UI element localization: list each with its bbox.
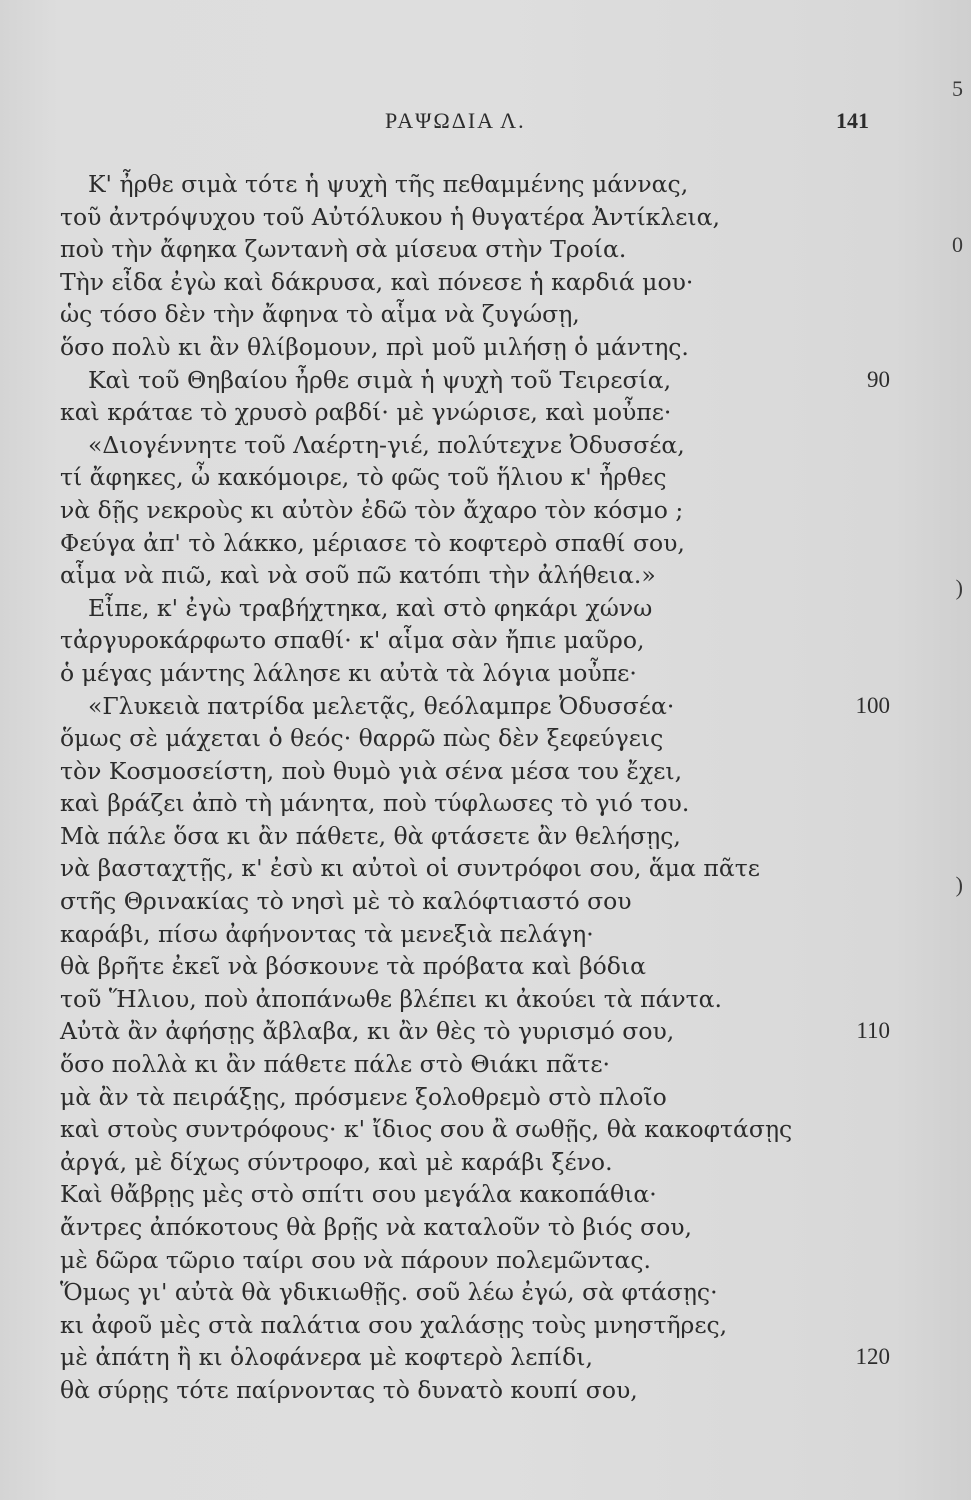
verse-line (60, 918, 890, 951)
line-number: 100 (855, 692, 890, 718)
verse-line-text: «Γλυκειὰ πατρίδα μελετᾷς, θεόλαμπρε Ὀδυσσέα· (88, 691, 675, 720)
verse-line-text: κι ἀφοῦ μὲς στὰ παλάτια σου χαλάσῃς τοὺς μνηστῆρες, (60, 1310, 728, 1339)
verse-line-text: τἀργυροκάρφωτο σπαθί· κ' αἷμα σὰν ἤπιε μαῦρο, (60, 626, 645, 655)
verse-line (60, 559, 890, 592)
verse-line-text: ὅσο πολὺ κι ἂν θλίβομουν, πρὶ μοῦ μιλήσῃ ὁ μάντης. (60, 332, 689, 361)
verse-line-text: Αὐτὰ ἂν ἀφήσῃς ἄβλαβα, κι ἂν θὲς τὸ γυρισμό σου, (60, 1017, 675, 1046)
verse-text (60, 168, 890, 1407)
verse-line-text: καὶ βράζει ἀπὸ τὴ μάνητα, ποὺ τύφλωσες τὸ γιό του. (60, 789, 690, 818)
verse-line-text: καὶ κράταε τὸ χρυσὸ ραβδί· μὲ γνώρισε, καὶ μοὖπε· (60, 398, 672, 427)
verse-line (60, 331, 890, 364)
verse-line (60, 461, 890, 494)
verse-line-text: τί ἄφηκες, ὦ κακόμοιρε, τὸ φῶς τοῦ ἥλιου κ' ἦρθες (60, 463, 667, 492)
verse-line (60, 657, 890, 690)
verse-line (60, 1113, 890, 1146)
verse-line-text: μὰ ἂν τὰ πειράξῃς, πρόσμενε ξολοθρεμὸ στὸ πλοῖο (60, 1082, 667, 1111)
verse-line (60, 364, 890, 397)
verse-line (60, 852, 890, 885)
gutter-mark: 5 (952, 76, 963, 101)
running-title: ΡΑΨΩΔΙΑ Λ. (385, 108, 526, 133)
verse-line-text: καὶ στοὺς συντρόφους· κ' ἴδιος σου ἂ σωθῇς, θὰ κακοφτάσῃς (60, 1115, 793, 1144)
verse-line-text: τὸν Κοσμοσείστη, ποὺ θυμὸ γιὰ σένα μέσα του ἔχει, (60, 756, 683, 785)
verse-line-text: θὰ σύρῃς τότε παίρνοντας τὸ δυνατὸ κουπί σου, (60, 1375, 638, 1404)
line-number: 120 (855, 1344, 890, 1370)
verse-line-text: ποὺ τὴν ἄφηκα ζωντανὴ σὰ μίσευα στὴν Τροία. (60, 235, 627, 264)
verse-line (60, 1244, 890, 1277)
verse-line-text: ὁ μέγας μάντης λάλησε κι αὐτὰ τὰ λόγια μοὖπε· (60, 658, 637, 687)
verse-line-text: νὰ δῇς νεκροὺς κι αὐτὸν ἐδῶ τὸν ἄχαρο τὸν κόσμο ; (60, 495, 684, 524)
line-number: 90 (867, 366, 890, 392)
verse-line-text: στῆς Θρινακίας τὸ νησὶ μὲ τὸ καλόφτιαστό σου (60, 887, 632, 916)
verse-line-text: Μὰ πάλε ὅσα κι ἂν πάθετε, θὰ φτάσετε ἂν θελήσῃς, (60, 821, 681, 850)
line-number: 110 (856, 1018, 890, 1044)
verse-line-text: ὡς τόσο δὲν τὴν ἄφηνα τὸ αἷμα νὰ ζυγώσῃ, (60, 300, 580, 329)
verse-line-text: Καὶ τοῦ Θηβαίου ἦρθε σιμὰ ἡ ψυχὴ τοῦ Τειρεσία, (88, 365, 672, 394)
verse-line (60, 233, 890, 266)
verse-line (60, 1081, 890, 1114)
verse-line-text: νὰ βασταχτῇς, κ' ἐσὺ κι αὐτοὶ οἱ συντρόφοι σου, ἅμα πᾶτε (60, 854, 760, 883)
verse-line-text: Καὶ θἄβρῃς μὲς στὸ σπίτι σου μεγάλα κακοπάθια· (60, 1180, 657, 1209)
verse-line-text: τοῦ ἀντρόψυχου τοῦ Αὐτόλυκου ἡ θυγατέρα Ἀντίκλεια, (60, 202, 720, 231)
verse-line (60, 396, 890, 429)
verse-line (60, 494, 890, 527)
verse-line (60, 201, 890, 234)
verse-line (60, 527, 890, 560)
verse-line-text: «Διογέννητε τοῦ Λαέρτη-γιέ, πολύτεχνε Ὀδυσσέα, (88, 430, 685, 459)
verse-line (60, 1015, 890, 1048)
verse-line (60, 950, 890, 983)
verse-line (60, 592, 890, 625)
verse-line (60, 1341, 890, 1374)
verse-line (60, 298, 890, 331)
verse-line-text: ἀργά, μὲ δίχως σύντροφο, καὶ μὲ καράβι ξένο. (60, 1147, 613, 1176)
verse-line-text: Εἶπε, κ' ἐγὼ τραβήχτηκα, καὶ στὸ φηκάρι χώνω (88, 593, 653, 622)
verse-line (60, 983, 890, 1016)
verse-line-text: Κ' ἦρθε σιμὰ τότε ἡ ψυχὴ τῆς πεθαμμένης μάννας, (88, 170, 689, 198)
verse-line (60, 429, 890, 462)
verse-line (60, 787, 890, 820)
verse-line (60, 885, 890, 918)
verse-line (60, 1146, 890, 1179)
verse-line (60, 755, 890, 788)
verse-line (60, 1374, 890, 1407)
verse-line (60, 1309, 890, 1342)
verse-line (60, 168, 890, 201)
verse-line (60, 722, 890, 755)
verse-line (60, 1048, 890, 1081)
verse-line-text: Ὅμως γι' αὐτὰ θὰ γδικιωθῇς. σοῦ λέω ἐγώ, σὰ φτάσῃς· (60, 1278, 718, 1307)
verse-line-text: ἄντρες ἀπόκοτους θὰ βρῇς νὰ καταλοῦν τὸ βιός σου, (60, 1213, 693, 1241)
verse-line (60, 624, 890, 657)
verse-line-text: μὲ δῶρα τῶριο ταίρι σου νὰ πάρουν πολεμῶντας. (60, 1245, 651, 1274)
verse-line-text: μὲ ἀπάτη ἢ κι ὁλοφάνερα μὲ κοφτερὸ λεπίδι, (60, 1343, 593, 1372)
verse-line-text: τοῦ Ἥλιου, ποὺ ἀποπάνωθε βλέπει κι ἀκούει τὰ πάντα. (60, 984, 723, 1013)
verse-line-text: αἷμα νὰ πιῶ, καὶ νὰ σοῦ πῶ κατόπι τὴν ἀλήθεια.» (60, 561, 656, 590)
verse-line (60, 1178, 890, 1211)
verse-line-text: θὰ βρῆτε ἐκεῖ νὰ βόσκουνε τὰ πρόβατα καὶ βόδια (60, 952, 646, 981)
gutter-mark: 0 (952, 232, 963, 257)
gutter-mark: ) (955, 575, 963, 600)
verse-line-text: ὅσο πολλὰ κι ἂν πάθετε πάλε στὸ Θιάκι πᾶτε· (60, 1050, 611, 1079)
verse-line-text: ὅμως σὲ μάχεται ὁ θεός· θαρρῶ πὼς δὲν ξεφεύγεις (60, 724, 664, 753)
verse-line-text: Τὴν εἶδα ἐγὼ καὶ δάκρυσα, καὶ πόνεσε ἡ καρδιά μου· (60, 267, 694, 296)
verse-line (60, 1211, 890, 1244)
verse-line (60, 690, 890, 723)
verse-line-text: Φεύγα ἀπ' τὸ λάκκο, μέριασε τὸ κοφτερὸ σπαθί σου, (60, 528, 685, 557)
verse-line (60, 1276, 890, 1309)
page-number: 141 (836, 108, 869, 133)
verse-line (60, 820, 890, 853)
verse-line-text: καράβι, πίσω ἀφήνοντας τὰ μενεξιὰ πελάγη· (60, 919, 594, 948)
verse-line (60, 266, 890, 299)
gutter-mark: ) (955, 872, 963, 897)
